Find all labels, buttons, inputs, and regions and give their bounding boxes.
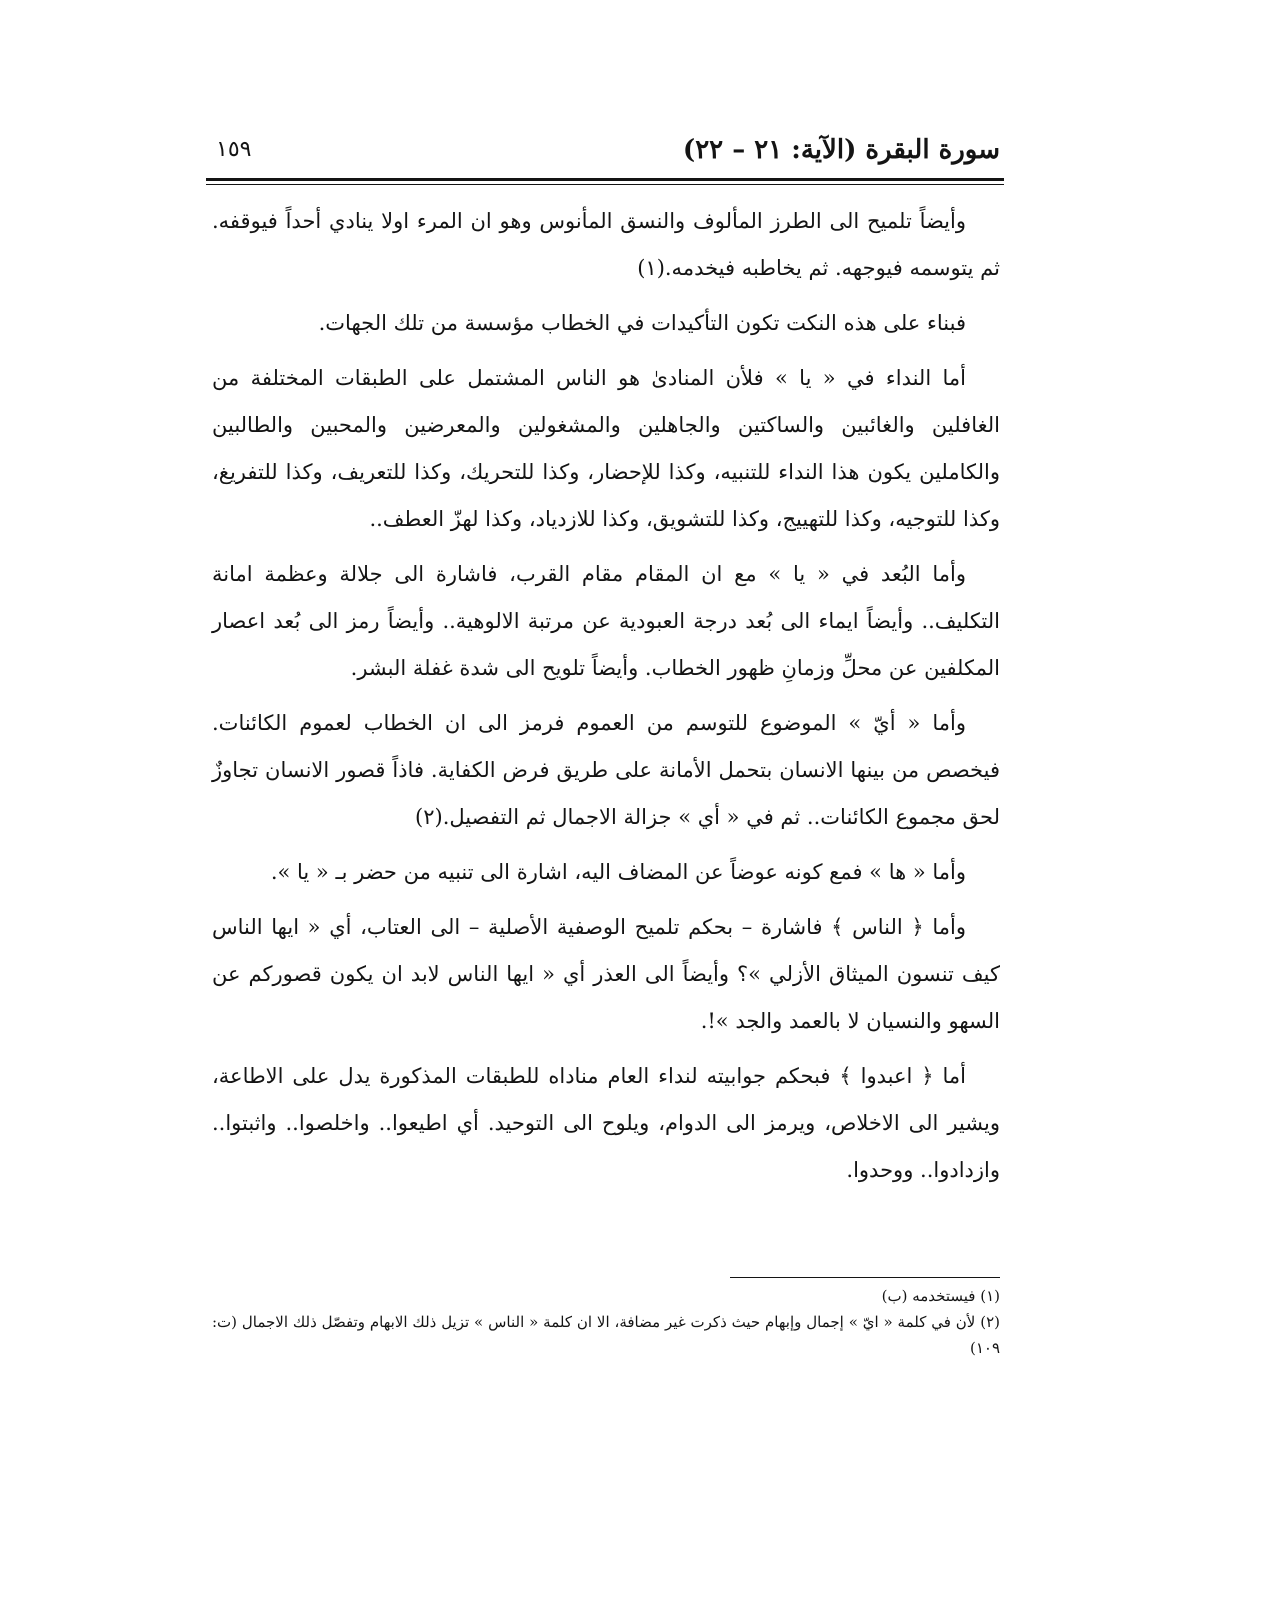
- paragraph-1: وأيضاً تلميح الى الطرز المألوف والنسق المأنوس وهو ان المرء اولا ينادي أحداً فيوقفه. ثم يتوسمه فيوجهه. ثم يخاطبه فيخدمه.(١): [212, 209, 1000, 280]
- paragraph-8: أما ﴿ اعبدوا ﴾ فبحكم جوابيته لنداء العام مناداه للطبقات المذكورة يدل على الاطاعة، ويشير الى الاخلاص، ويرمز الى الدوام، ويلوح الى التوحيد. أي اطيعوا.. واخلصوا.. واثبتوا.. وازدادوا.. ووحدوا.: [212, 1064, 1000, 1182]
- paragraph-3: أما النداء في « يا » فلأن المنادىٰ هو الناس المشتمل على الطبقات المختلفة من الغافلين والغائبين والساكتين والجاهلين والمشغولين والمعرضين والمحبين والطالبين والكاملين يكون هذا النداء للتنبيه، وكذا للإحضار، وكذا للتحريك، وكذا للتعريف، وكذا للتفريغ، وكذا للتوجيه، وكذا للتهييج، وكذا للتشويق، وكذا للازدياد، وكذا لهزّ العطف..: [212, 366, 1000, 531]
- footnotes: [212, 1283, 1000, 1361]
- footnote-1: (١) فيستخدمه (ب): [881, 1287, 1000, 1305]
- paragraph-2: فبناء على هذه النكت تكون التأكيدات في الخطاب مؤسسة من تلك الجهات.: [318, 311, 966, 335]
- paragraph-6: وأما « ها » فمع كونه عوضاً عن المضاف اليه، اشارة الى تنبيه من حضر بـ « يا ».: [270, 860, 966, 884]
- header-rule-thin: [206, 184, 1004, 185]
- paragraph-4: وأما البُعد في « يا » مع ان المقام مقام القرب، فاشارة الى جلالة وعظمة امانة التكليف.. وأيضاً ايماء الى بُعد درجة العبودية عن مرتبة الالوهية.. وأيضاً رمز الى بُعد اعصار المكلفين عن محلِّ وزمانِ ظهور الخطاب. وأيضاً تلويح الى شدة غفلة البشر.: [212, 562, 1000, 680]
- body-text: [212, 198, 1000, 1202]
- header-rule-thick: [206, 178, 1004, 181]
- page-number: ١٥٩: [216, 137, 252, 162]
- footnote-separator: [730, 1277, 1000, 1278]
- footnote-2: (٢) لأن في كلمة « ايّ » إجمال وإبهام حيث ذكرت غير مضافة، الا ان كلمة « الناس » تزيل ذلك الابهام وتفصّل ذلك الاجمال (ت: ١٠٩): [212, 1313, 1000, 1357]
- paragraph-7: وأما ﴿ الناس ﴾ فاشارة – بحكم تلميح الوصفية الأصلية – الى العتاب، أي « ايها الناس كيف تنسون الميثاق الأزلي »؟ وأيضاً الى العذر أي « ايها الناس لابد ان يكون قصوركم عن السهو والنسيان لا بالعمد والجد »!.: [212, 915, 1000, 1033]
- paragraph-5: وأما « أيّ » الموضوع للتوسم من العموم فرمز الى ان الخطاب لعموم الكائنات. فيخصص من بينها الانسان بتحمل الأمانة على طريق فرض الكفاية. فاذاً قصور الانسان تجاوزٌ لحق مجموع الكائنات.. ثم في « أي » جزالة الاجمال ثم التفصيل.(٢): [212, 711, 1000, 829]
- chapter-title: سورة البقرة (الآية: ٢١ – ٢٢): [682, 135, 1000, 165]
- page-header: [212, 135, 1000, 177]
